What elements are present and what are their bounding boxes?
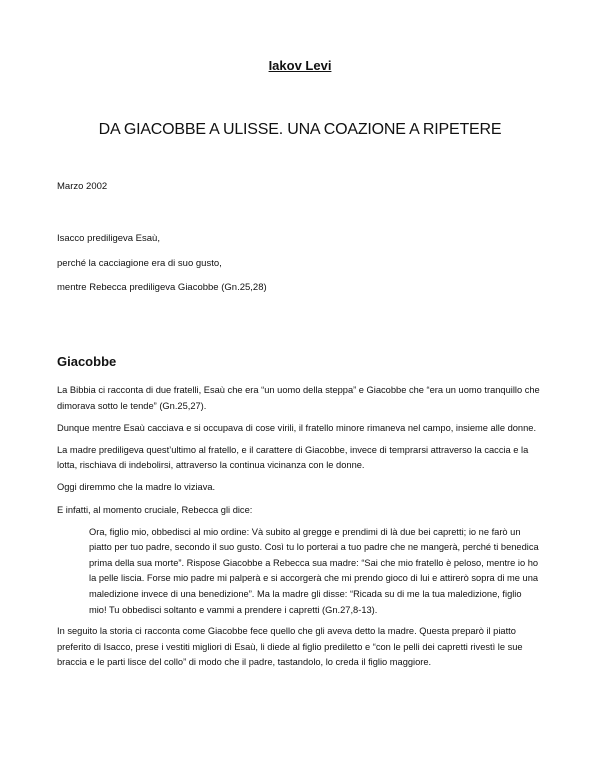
paragraph: E infatti, al momento cruciale, Rebecca gli dice: [57,504,253,515]
paragraph: Dunque mentre Esaù cacciava e si occupava di cose virili, il fratello minore rimaneva nel campo, insieme alle donne. [57,422,537,433]
epigraph-line: Isacco prediligeva Esaù, [57,233,160,244]
body-text [57,383,547,678]
paragraph: La madre prediligeva quest’ultimo al fratello, e il carattere di Giacobbe, invece di temprarsi attraverso la caccia e la lotta, rischiava di indebolirsi, attraverso la continua vicinanza con le donne. [57,444,529,471]
block-quote: Ora, figlio mio, obbedisci al mio ordine: Và subito al gregge e prendimi di là due bei capretti; io ne farò un piatto per tuo padre, secondo il suo gusto. Così tu lo porterai a tuo padre che ne mangerà, perché ti benedica prima della sua morte”. Rispose Giacobbe a Rebecca sua madre: “Sai che mio fratello è peloso, mentre io ho la pelle liscia. Forse mio padre mi palperà e si accorgerà che mi prendo gioco di lui e attirerò sopra di me una maledizione invece di una benedizione”. Ma la madre gli disse: “Ricada su di me la tua maledizione, figlio mio! Tu obbedisci soltanto e vammi a prendere i capretti (Gn.27,8-13). [89,526,539,615]
document-date: Marzo 2002 [57,181,108,192]
author-name: Iakov Levi [268,58,332,73]
document-title: DA GIACOBBE A ULISSE. UNA COAZIONE A RIPETERE [98,121,502,138]
paragraph: In seguito la storia ci racconta come Giacobbe fece quello che gli aveva detto la madre. Questa preparò il piatto preferito di Isacco, prese i vestiti migliori di Esaù, li diede al figlio prediletto e “con le pelli dei capretti rivestì le sue braccia e le parti lisce del collo” di modo che il padre, tastandolo, lo creda il figlio maggiore. [57,626,523,668]
epigraph [57,233,267,307]
epigraph-line: mentre Rebecca prediligeva Giacobbe (Gn.25,28) [57,282,267,293]
section-heading: Giacobbe [57,354,117,369]
epigraph-line: perché la cacciagione era di suo gusto, [57,257,222,269]
paragraph: Oggi diremmo che la madre lo viziava. [57,482,216,493]
paragraph: La Bibbia ci racconta di due fratelli, Esaù che era “un uomo della steppa” e Giacobbe che “era un uomo tranquillo che dimorava sotto le tende” (Gn.25,27). [57,385,540,411]
